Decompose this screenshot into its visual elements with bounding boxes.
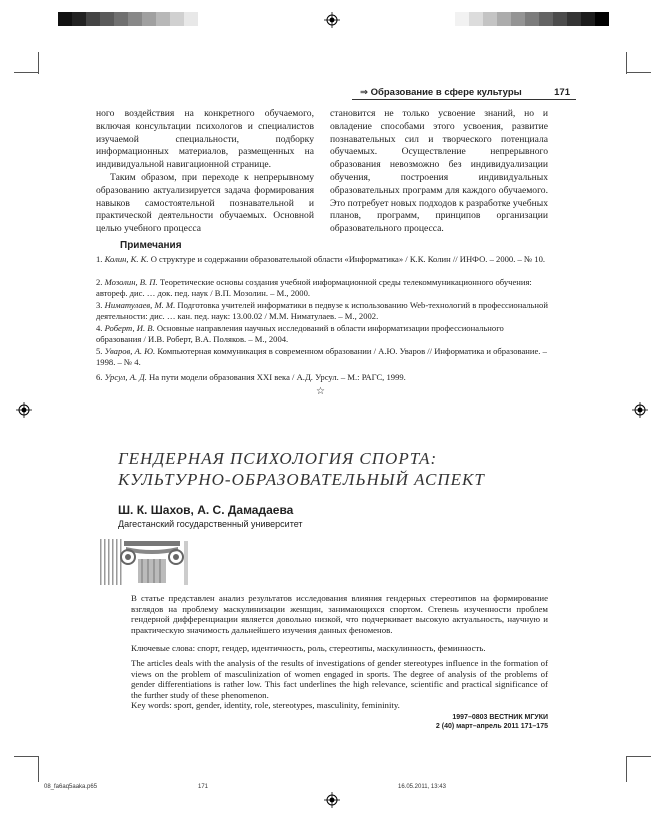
article-affiliation: Дагестанский государственный университет [118, 519, 303, 529]
crop-mark [38, 756, 39, 782]
star-separator-icon: ☆ [316, 386, 325, 397]
paragraph: Таким образом, при переходе к непрерывному образованию актуализируется задача формирования навыков самостоятельной познавательной и практической деятельности обучаемых. Основной целью учебного процесса [96, 171, 314, 235]
body-column-right [330, 108, 548, 236]
column-capital-icon [96, 537, 192, 587]
note-item: 5. Уваров, А. Ю. Компьютерная коммуникация в современном образовании / А.Ю. Уваров // Информатика и образование. – 1998. – № 4. [96, 346, 547, 367]
header-rule [352, 99, 576, 100]
crop-mark [627, 756, 651, 757]
registration-mark-icon [632, 402, 648, 418]
note-item: 2. Мозолин, В. П. Теоретические основы создания учебной информационной среды телекоммуникационного обучения: автореф. дис. … док. пед. наук / В.П. Мозолин. – М., 2000. [96, 277, 532, 298]
paragraph: становится не только усвоение знаний, но и овладение способами этого усвоения, развитие познавательных сил и творческого потенциала обучаемых. Осуществление непрерывного образования невозможно без индивидуализации обучения, построения индивидуальных образовательных программ для каждого обучаемого. Это потребует новых подходов к разработке учебных планов, программ, принципов организации образовательного процесса. [330, 108, 548, 235]
registration-mark-icon [16, 402, 32, 418]
printer-grayscale-bar [44, 12, 212, 26]
keywords-en: Key words: sport, gender, identity, role, stereotypes, masculinity, femininity. [131, 700, 400, 710]
slug-timestamp: 16.05.2011, 13:43 [398, 784, 446, 790]
journal-footer: 1997–0803 ВЕСТНИК МГУКИ 2 (40) март–апрель 2011 171–175 [435, 714, 548, 730]
paragraph: ного воздействия на конкретного обучаемого, включая консультации психологов и специалистов изучаемой специальности, подборку информационных материалов, размещенных на индивидуальной навигационной странице. [96, 108, 314, 171]
crop-mark [38, 52, 39, 74]
note-item: 6. Урсул, А. Д. На пути модели образования XXI века / А.Д. Урсул. – М.: РАГС, 1999. [96, 372, 406, 382]
body-column-left [96, 108, 314, 236]
registration-mark-icon [324, 12, 340, 28]
printer-grayscale-bar-right [455, 12, 609, 26]
registration-mark-icon [324, 792, 340, 808]
notes-heading: Примечания [120, 240, 182, 251]
note-item: 3. Ниматулаев, М. М. Подготовка учителей информатики в педвузе к использованию Web-технологий в профессиональной деятельности: дис. … кан. пед. наук: 13.00.02 / М.М. Ниматулаев. – М., 2002. [96, 300, 548, 321]
crop-mark [14, 756, 38, 757]
crop-mark [627, 72, 651, 73]
keywords-ru: Ключевые слова: спорт, гендер, идентичность, роль, стереотипы, маскулинность, феминность. [131, 643, 486, 653]
article-title: ГЕНДЕРНАЯ ПСИХОЛОГИЯ СПОРТА: КУЛЬТУРНО-ОБРАЗОВАТЕЛЬНЫЙ АСПЕКТ [118, 449, 485, 489]
page-number: 171 [554, 87, 570, 98]
section-title: ⇒ Образование в сфере культуры [360, 87, 522, 98]
article-authors: Ш. К. Шахов, А. С. Дамадаева [118, 503, 294, 517]
slug-filename: 08_fa6aq5aaka.p65 [44, 784, 98, 790]
crop-mark [14, 72, 38, 73]
arrow-icon: ⇒ [360, 87, 368, 98]
abstract-ru: В статье представлен анализ результатов исследования влияния гендерных стереотипов на формирование взглядов на проблему маскулинизации женщин, занимающихся спортом. Степень изученности проблем гендерной дифференциации является довольно низкой, что подчеркивает высокую актуальность, научную и практическую значимость дальнейшего изучения данных феноменов. [131, 593, 548, 635]
crop-mark [626, 52, 627, 74]
running-header [360, 87, 570, 98]
crop-mark [626, 756, 627, 782]
note-item: 1. Колин, К. К. О структуре и содержании образовательной области «Информатика» / К.К. Колин // ИНФО. – 2000. – № 10. [96, 254, 546, 264]
abstract-en: The articles deals with the analysis of the results of investigations of gender stereotypes influence in the formation of views on the problem of masculinization of women engaged in sports. The degree of analysis of the problems of gender differentiations is rather low. This fact underlines the high relevance, scientific and practical significance of the further study of these phenomenon. [131, 658, 548, 700]
note-item: 4. Роберт, И. В. Основные направления научных исследований в области информатизации профессионального образования / И.В. Роберт, В.А. Поляков. – М., 2004. [96, 323, 504, 344]
slug-page: 171 [198, 784, 209, 790]
